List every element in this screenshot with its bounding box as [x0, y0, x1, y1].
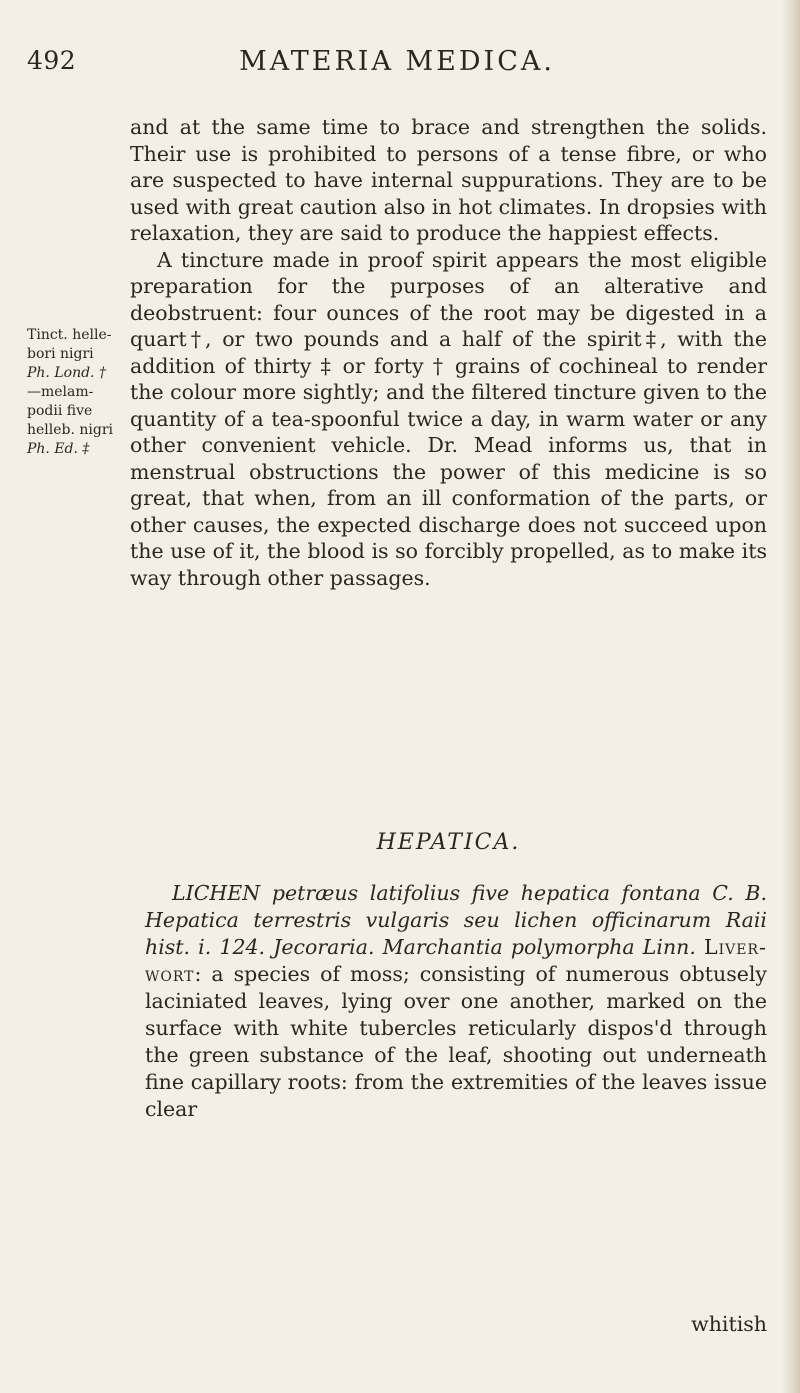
hepatica-article — [145, 880, 767, 1123]
hepatica-description: : a species of moss; consisting of numerous obtusely laciniated leaves, lying over one another, marked on the surface with white tubercles reticularly dispos'd through the green substance of the leaf, shooting out underneath fine capillary roots: from the extremities of the leaves issue clear — [145, 962, 767, 1121]
paragraph-continuation: and at the same time to brace and strengthen the solids. Their use is prohibited to persons of a tense fibre, or who are suspected to have internal suppurations. They are to be used with great caution also in hot climates. In dropsies with relaxation, they are said to produce the happiest effects. — [130, 115, 767, 245]
page-header — [27, 46, 767, 86]
margin-note-line: Tinct. helle- — [27, 327, 112, 343]
common-name: Liver-wort — [145, 935, 767, 986]
running-head: MATERIA MEDICA. — [239, 46, 555, 77]
margin-note-line: bori nigri — [27, 346, 94, 362]
margin-note-line: helleb. nigri — [27, 422, 114, 438]
page-edge-shadow — [782, 0, 800, 1393]
hepatica-paragraph — [145, 880, 767, 1123]
latin-synonyms: LICHEN petræus latifolius five hepatica fontana C. B. Hepatica terrestris vulgaris seu lichen officinarum Raii hist. i. 124. Jecoraria. Marchantia polymorpha Linn. — [145, 881, 767, 959]
margin-note — [27, 326, 127, 459]
margin-note-line: Ph. Lond. † — [27, 365, 106, 381]
margin-note-line: Ph. Ed. ‡ — [27, 441, 90, 457]
section-heading: HEPATICA. — [376, 830, 521, 855]
margin-note-line: podii five — [27, 403, 93, 419]
catchword: whitish — [691, 1312, 767, 1336]
margin-note-line: —melam- — [27, 384, 94, 400]
body-text — [130, 114, 767, 591]
paragraph-tincture: A tincture made in proof spirit appears the most eligible preparation for the purposes of an alterative and deobstruent: four ounces of the root may be digested in a quart†, or two pounds and a half of the spirit‡, with the addition of thirty ‡ or forty † grains of cochineal to render the colour more sightly; and the filtered tincture given to the quantity of a tea-spoonful twice a day, in warm water or any other convenient vehicle. Dr. Mead informs us, that in menstrual obstructions the power of this medicine is so great, that when, from an ill conformation of the parts, or other causes, the expected discharge does not succeed upon the use of it, the blood is so forcibly propelled, as to make its way through other passages. — [130, 247, 767, 590]
page-number: 492 — [27, 46, 77, 75]
